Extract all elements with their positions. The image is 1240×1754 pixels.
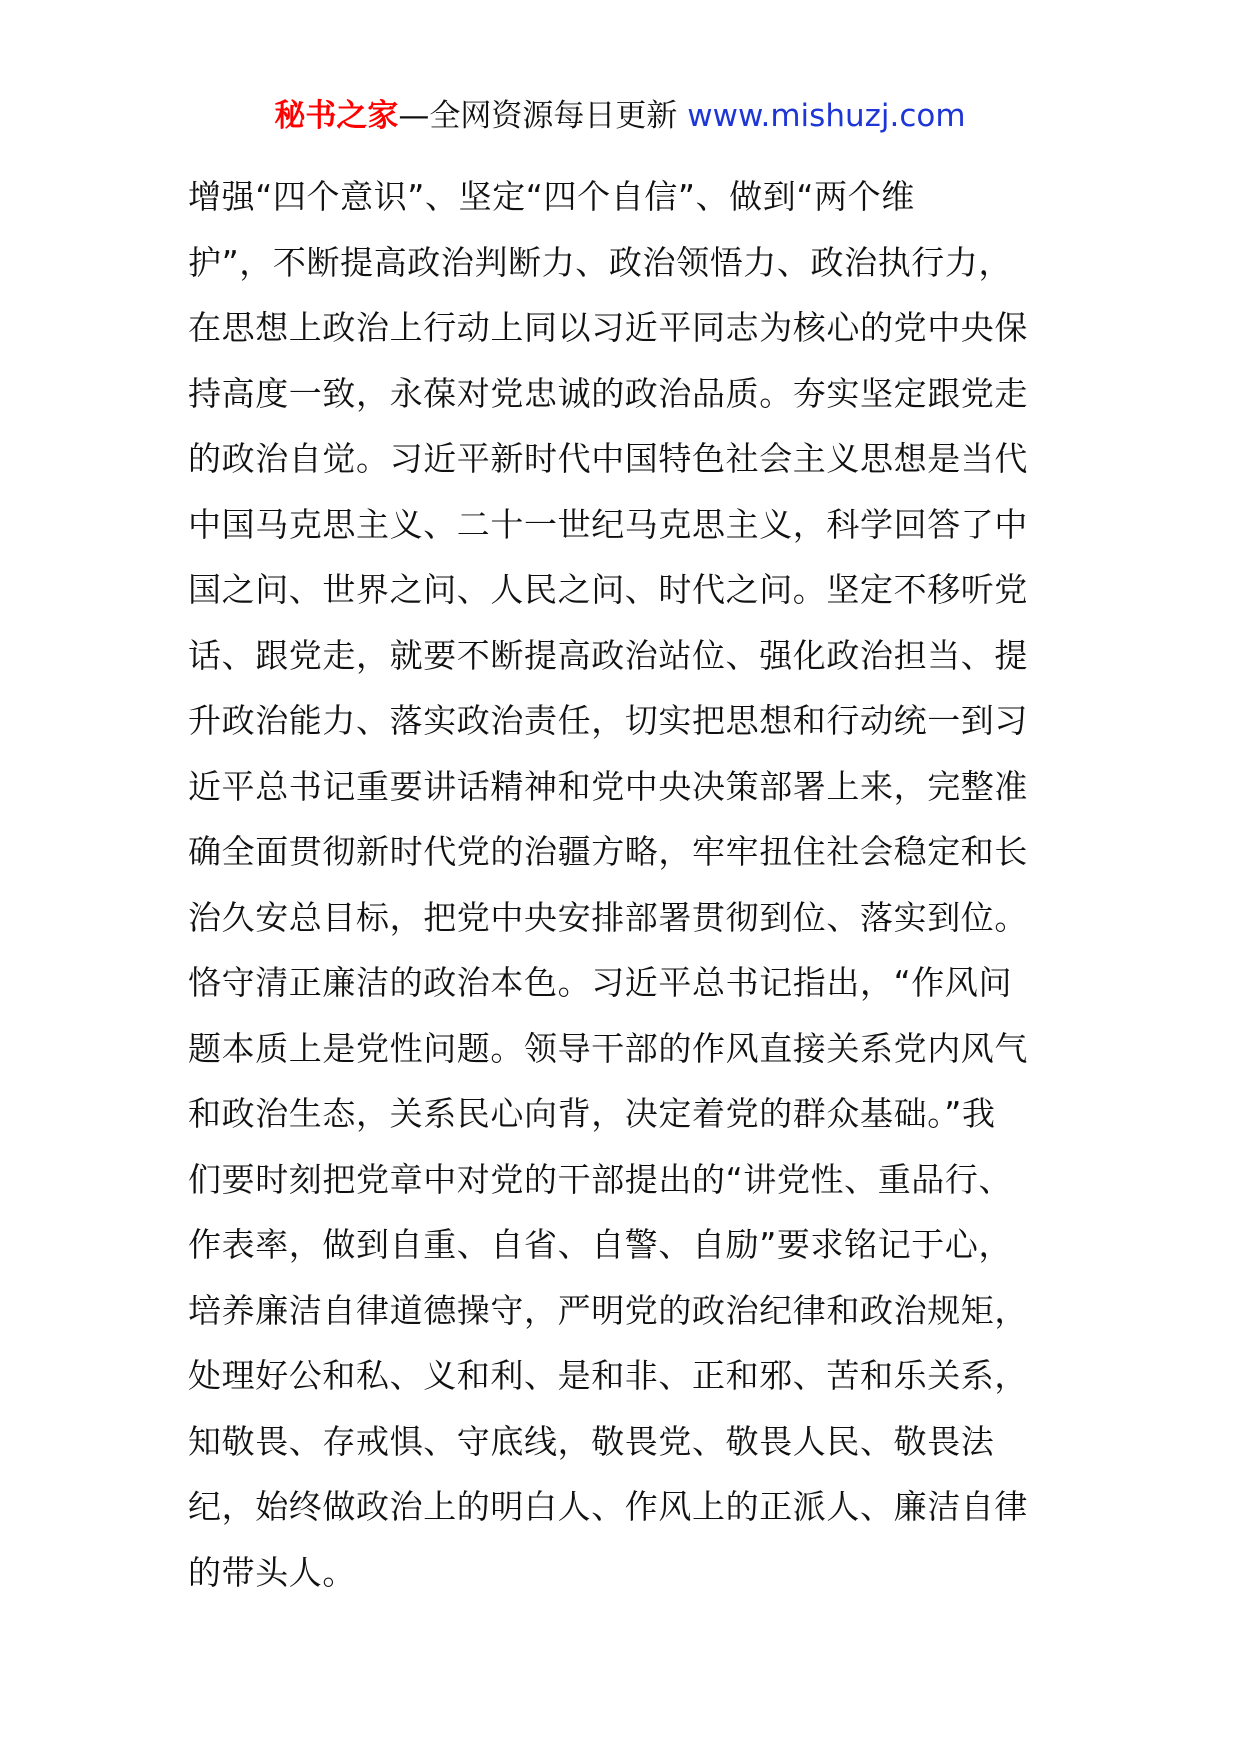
text-line: 的带头人。 — [188, 1552, 356, 1592]
text-line: 纪，始终做政治上的明白人、作风上的正派人、廉洁自律 — [188, 1487, 1028, 1526]
text-line: 们要时刻把党章中对党的干部提出的“讲党性、重品行、 — [188, 1159, 1013, 1199]
text-line: 近平总书记重要讲话精神和党中央决策部署上来，完整准 — [188, 766, 1028, 806]
document-body — [188, 164, 1068, 1605]
site-brand: 秘书之家 — [274, 98, 399, 134]
site-header — [0, 96, 1240, 136]
text-line: 确全面贯彻新时代党的治疆方略，牢牢扭住社会稳定和长 — [188, 832, 1028, 871]
text-line: 培养廉洁自律道德操守，严明党的政治纪律和政治规矩， — [188, 1290, 1028, 1330]
text-line: 和政治生态，关系民心向背，决定着党的群众基础。”我 — [188, 1094, 996, 1133]
text-line: 恪守清正廉洁的政治本色。习近平总书记指出，“作风问 — [188, 963, 1013, 1002]
text-line: 作表率，做到自重、自省、自警、自励”要求铭记于心， — [188, 1225, 1013, 1264]
text-line: 在思想上政治上行动上同以习近平同志为核心的党中央保 — [188, 308, 1028, 347]
text-line: 增强“四个意识”、坚定“四个自信”、做到“两个维 — [188, 177, 915, 216]
text-line: 持高度一致，永葆对党忠诚的政治品质。夯实坚定跟党走 — [188, 373, 1028, 413]
site-url-link[interactable]: www.mishuzj.com — [687, 98, 966, 134]
text-line: 国之问、世界之问、人民之问、时代之问。坚定不移听党 — [188, 570, 1028, 609]
text-line: 中国马克思主义、二十一世纪马克思主义，科学回答了中 — [188, 504, 1028, 544]
site-slogan: —全网资源每日更新 — [398, 98, 678, 134]
text-line: 话、跟党走，就要不断提高政治站位、强化政治担当、提 — [188, 635, 1028, 675]
text-line: 题本质上是党性问题。领导干部的作风直接关系党内风气 — [188, 1028, 1028, 1068]
text-line: 升政治能力、落实政治责任，切实把思想和行动统一到习 — [188, 701, 1028, 740]
text-line: 治久安总目标，把党中央安排部署贯彻到位、落实到位。 — [188, 897, 1028, 937]
text-line: 处理好公和私、义和利、是和非、正和邪、苦和乐关系， — [188, 1356, 1028, 1395]
text-line: 的政治自觉。习近平新时代中国特色社会主义思想是当代 — [188, 439, 1028, 478]
text-line: 护”，不断提高政治判断力、政治领悟力、政治执行力， — [188, 242, 1013, 282]
text-line: 知敬畏、存戒惧、守底线，敬畏党、敬畏人民、敬畏法 — [188, 1421, 995, 1461]
